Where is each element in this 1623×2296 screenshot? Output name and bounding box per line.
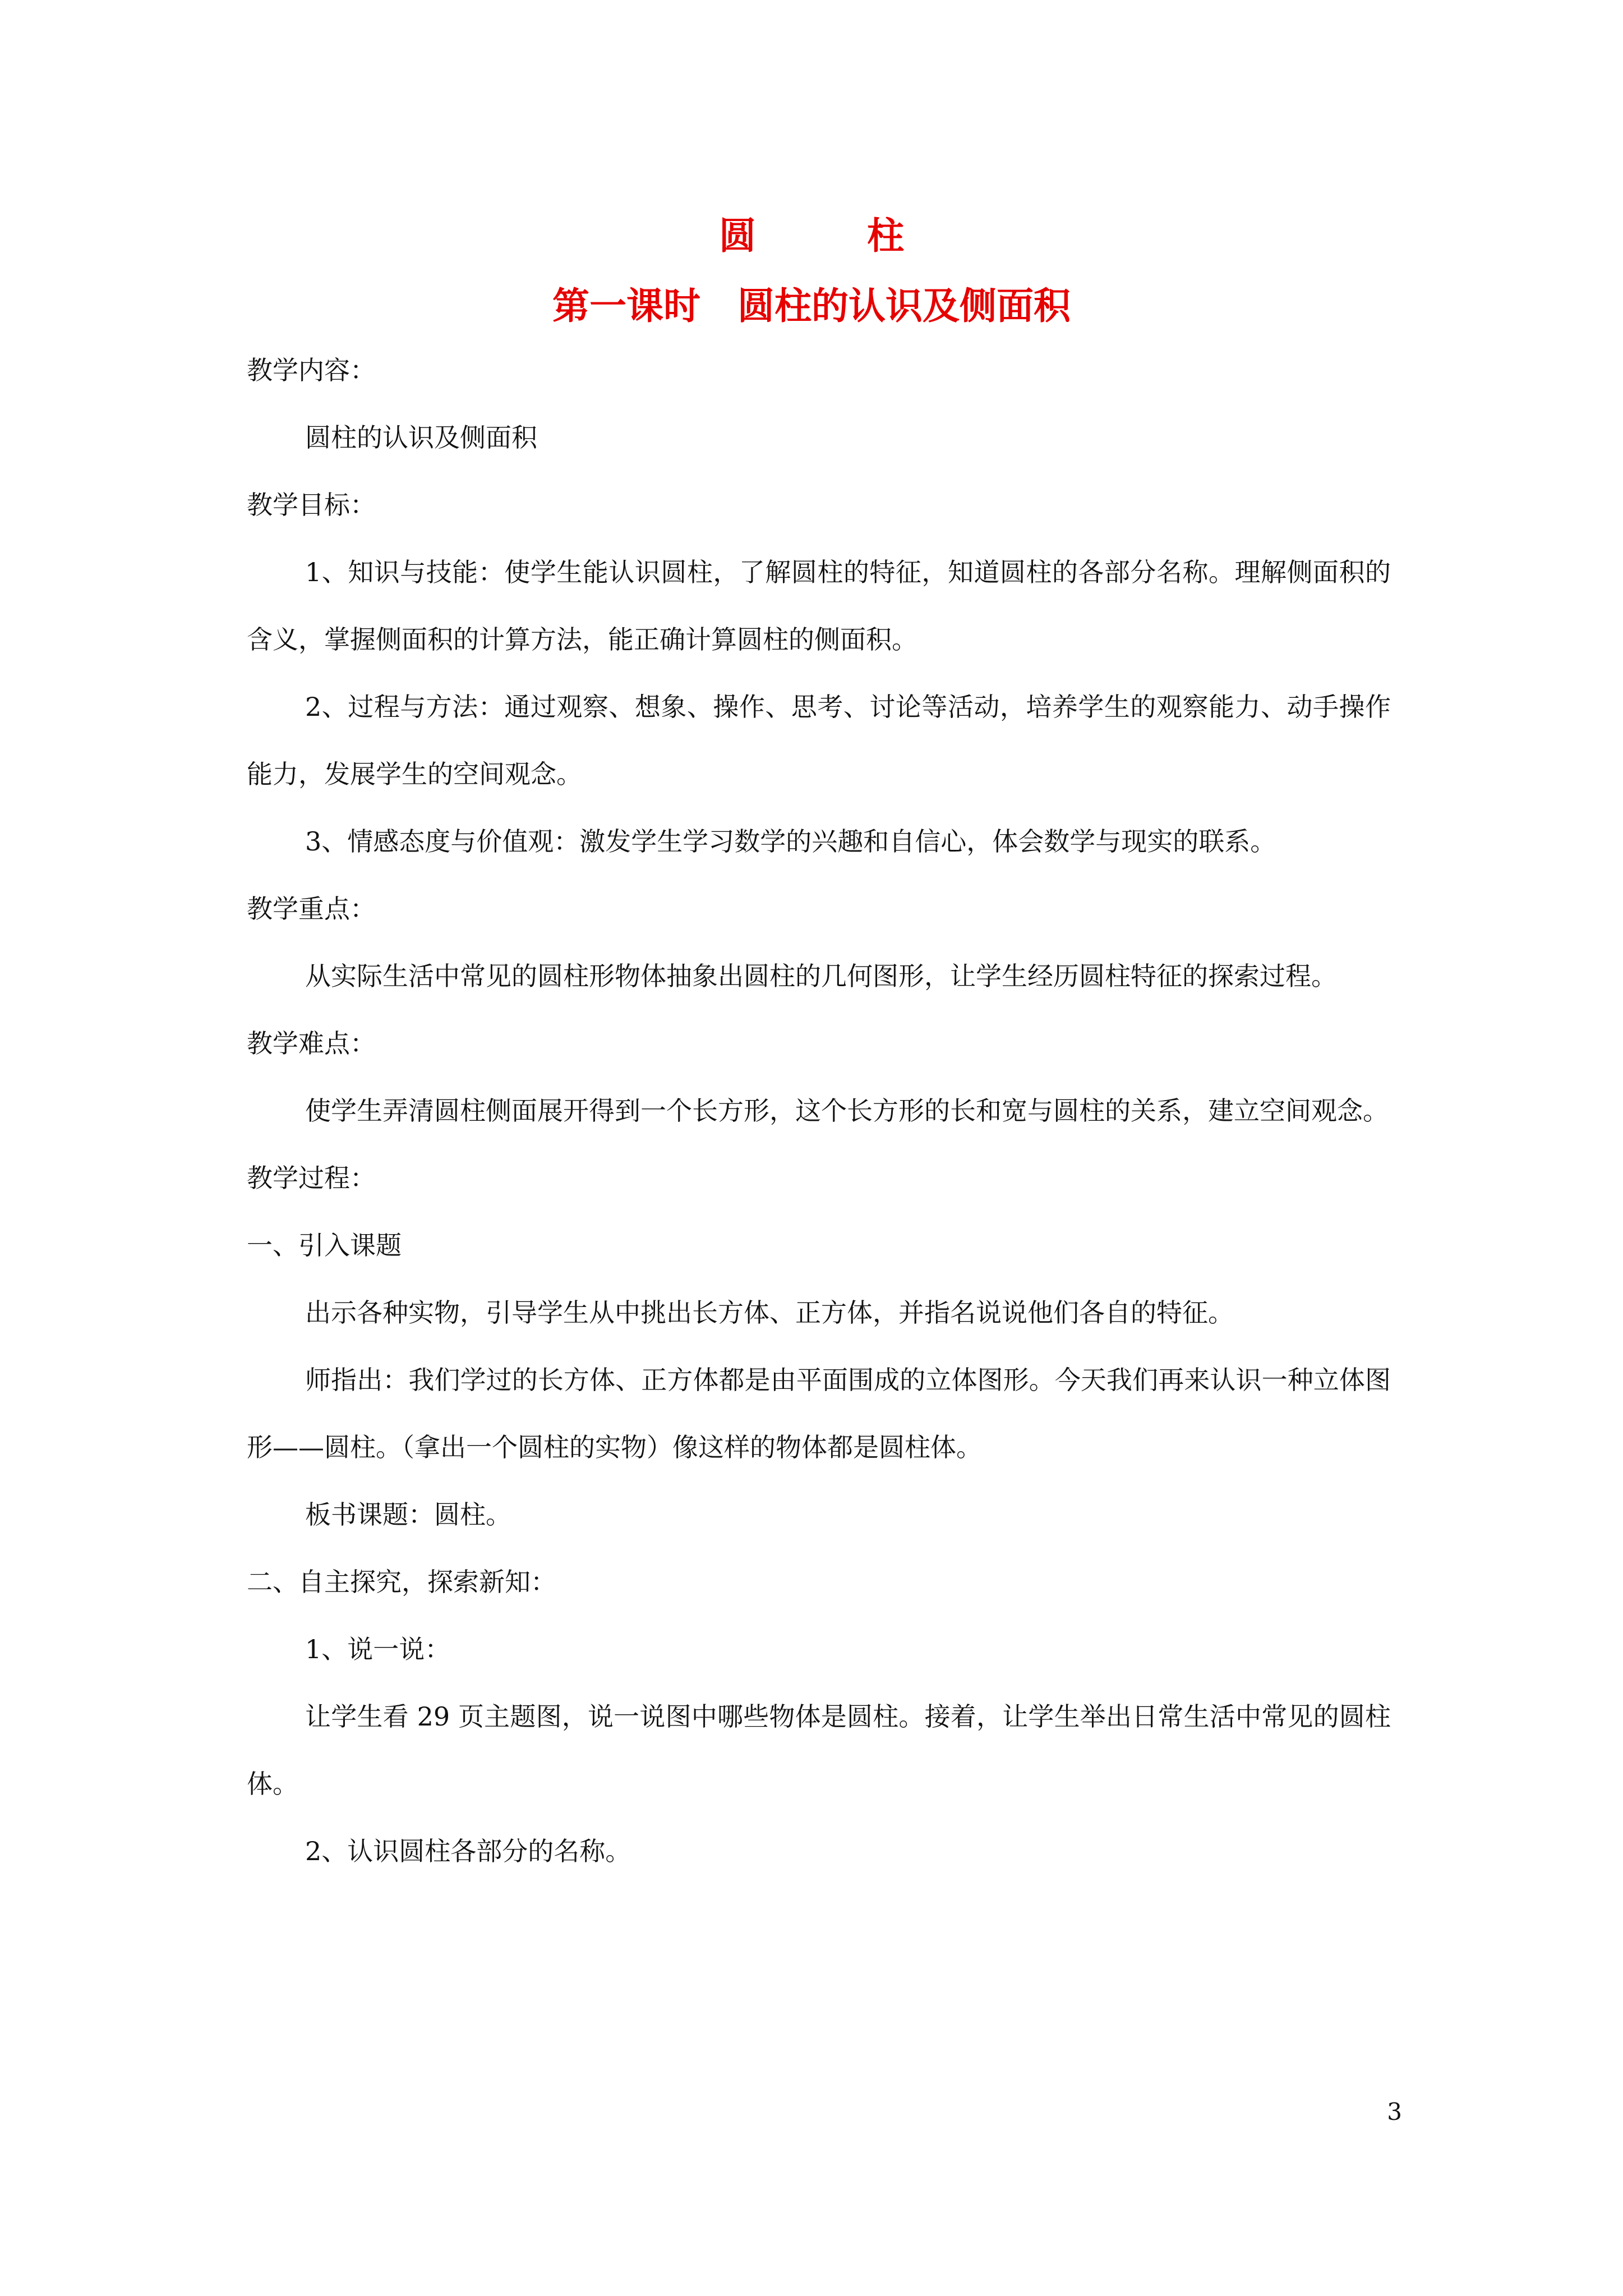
heading-difficult-points: 教学难点： — [247, 1028, 376, 1059]
section-introduction: 一、引入课题 — [247, 1230, 402, 1260]
introduction-board-title: 板书课题：圆柱。 — [305, 1499, 511, 1530]
exploration-step-2-heading: 2、认识圆柱各部分的名称。 — [305, 1836, 631, 1866]
goal-knowledge-skills: 1、知识与技能：使学生能认识圆柱，了解圆柱的特征，知道圆柱的各部分名称。理解侧面积的含义，掌握侧面积的计算方法，能正确计算圆柱的侧面积。 — [247, 557, 1391, 655]
teaching-content-text: 圆柱的认识及侧面积 — [305, 422, 537, 453]
heading-teaching-process: 教学过程： — [247, 1163, 376, 1193]
exploration-step-1-heading: 1、说一说： — [305, 1634, 451, 1664]
heading-teaching-goals: 教学目标： — [247, 490, 376, 520]
introduction-teacher-note: 师指出：我们学过的长方体、正方体都是由平面围成的立体图形。今天我们再来认识一种立体图形——圆柱。（拿出一个圆柱的实物）像这样的物体都是圆柱体。 — [247, 1365, 1391, 1462]
introduction-step-objects: 出示各种实物，引导学生从中挑出长方体、正方体，并指名说说他们各自的特征。 — [305, 1297, 1234, 1328]
lesson-number: 第一课时 — [552, 284, 700, 328]
page-title: 圆 柱 — [719, 214, 941, 257]
key-points-text: 从实际生活中常见的圆柱形物体抽象出圆柱的几何图形，让学生经历圆柱特征的探索过程。 — [305, 961, 1337, 991]
lesson-subtitle — [0, 278, 1623, 334]
goal-process-methods: 2、过程与方法：通过观察、想象、操作、思考、讨论等活动，培养学生的观察能力、动手操作能力，发展学生的空间观念。 — [247, 692, 1391, 789]
page-number: 3 — [1387, 2098, 1402, 2125]
document-body — [247, 337, 1391, 1885]
goal-attitude-values: 3、情感态度与价值观：激发学生学习数学的兴趣和自信心，体会数学与现实的联系。 — [305, 826, 1276, 857]
exploration-step-1-text: 让学生看 29 页主题图，说一说图中哪些物体是圆柱。接着，让学生举出日常生活中常见的圆柱体。 — [247, 1701, 1391, 1799]
heading-teaching-content: 教学内容： — [247, 355, 376, 385]
lesson-topic: 圆柱的认识及侧面积 — [737, 284, 1071, 328]
section-exploration: 二、自主探究，探索新知： — [247, 1567, 556, 1597]
heading-key-points: 教学重点： — [247, 894, 376, 924]
difficult-points-text: 使学生弄清圆柱侧面展开得到一个长方形，这个长方形的长和宽与圆柱的关系，建立空间观念。 — [305, 1096, 1389, 1126]
